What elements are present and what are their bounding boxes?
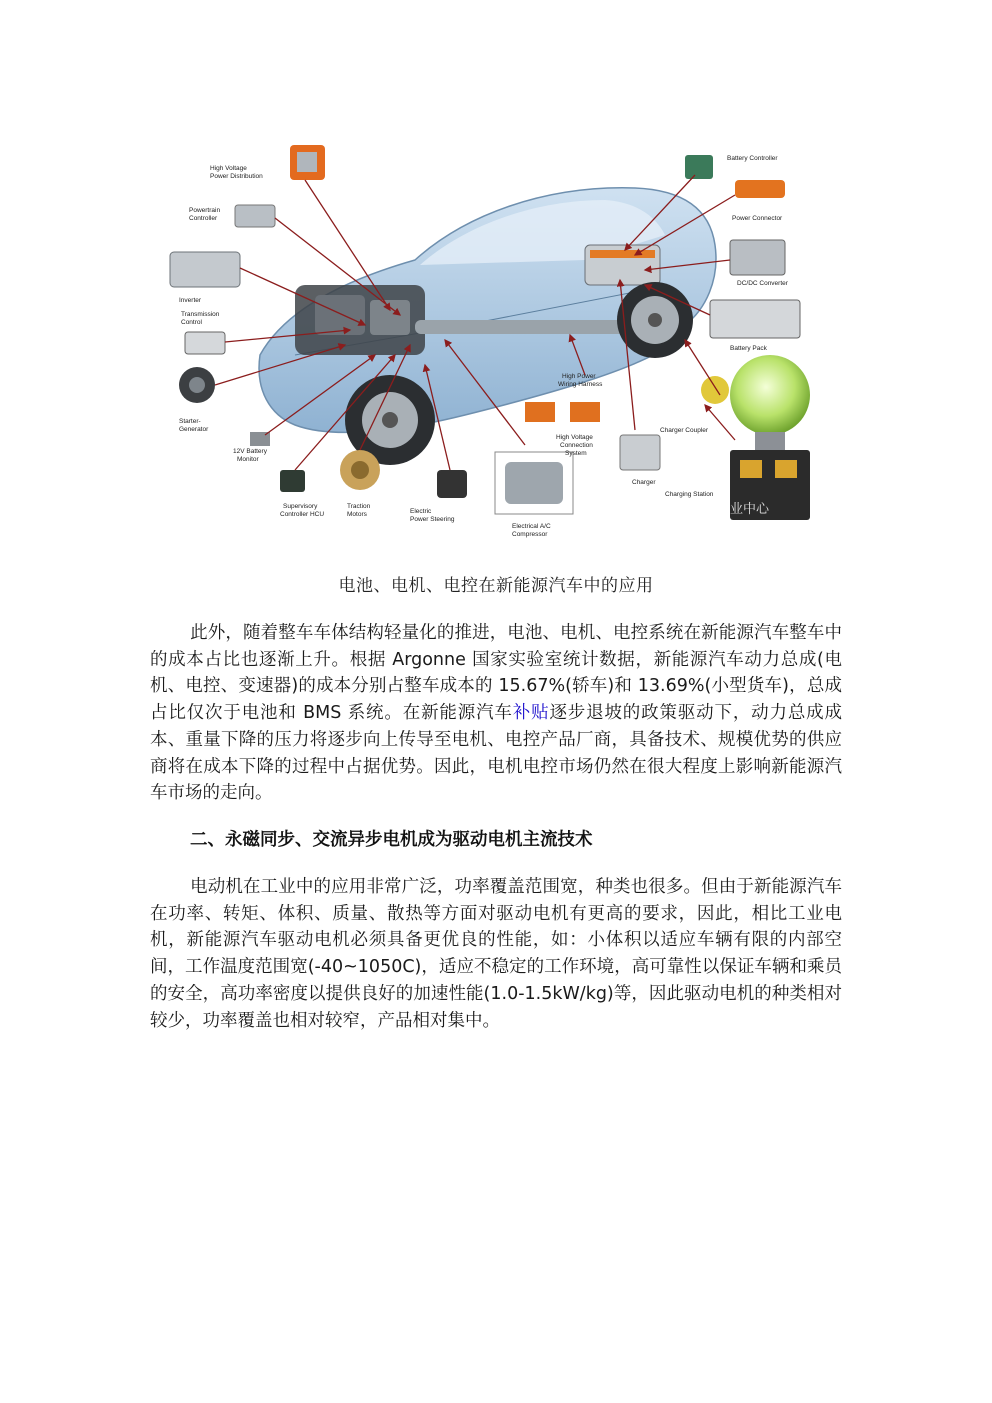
label-powertrain-controller: Powertrain — [189, 207, 221, 214]
label-charger-coupler: Charger Coupler — [660, 427, 709, 434]
figure-caption: 电池、电机、电控在新能源汽车中的应用 — [338, 576, 654, 596]
svg-text:Compressor: Compressor — [512, 531, 548, 538]
ev-components-figure — [165, 140, 815, 550]
svg-text:Supervisory — [283, 503, 318, 510]
svg-text:Starter- — [179, 418, 201, 425]
svg-text:Power Connector — [732, 215, 783, 222]
paragraph-cost-share: 此外，随着整车车体结构轻量化的推进，电池、电机、电控系统在新能源汽车整车中的成本占比也逐渐上升。根据 Argonne 国家实验室统计数据，新能源汽车动力总成(电机、电控、变速器)的成本分别占整车成本的 15.67%(轿车)和 13.69%(小型货车)，总成占比仅次于电池和 BMS 系统。在新能源汽车补贴逐步退坡的政策驱动下，动力总成成本、重量下降的压力将逐步向上传导至电机、电控产品厂商，具备技术、规模优势的供应商将在成本下降的过程中占据优势。因此，电机电控市场仍然在很大程度上影响新能源汽车市场的走向。 — [150, 623, 843, 804]
label-power-connector: Power Connector — [732, 215, 783, 222]
svg-text:Inverter — [179, 297, 202, 304]
svg-text:Power Distribution: Power Distribution — [210, 173, 263, 180]
label-inverter: Inverter — [179, 297, 202, 304]
svg-text:Generator: Generator — [179, 426, 209, 433]
label-hv-connection-system: High Voltage — [556, 434, 593, 441]
label-transmission-control: Transmission — [181, 311, 220, 318]
svg-text:System: System — [565, 450, 587, 457]
svg-text:Motors: Motors — [347, 511, 367, 518]
label-charging-station: Charging Station — [665, 491, 714, 498]
svg-text:Battery Controller — [727, 155, 778, 162]
svg-text:Charger — [632, 479, 656, 486]
label-battery-monitor: 12V Battery — [233, 448, 267, 455]
label-electrical-ac-compressor: Electrical A/C — [512, 523, 551, 530]
svg-text:Electric — [410, 508, 432, 515]
watermark: 中汽创新创业中心 — [665, 502, 770, 517]
label-traction-motors: Traction — [347, 503, 371, 510]
section-heading: 二、永磁同步、交流异步电机成为驱动电机主流技术 — [190, 830, 593, 850]
label-starter-generator: Starter- — [179, 418, 201, 425]
svg-text:Battery Pack — [730, 345, 768, 352]
svg-text:High Voltage — [556, 434, 593, 441]
svg-text:High Power — [562, 373, 596, 380]
label-charger: Charger — [632, 479, 656, 486]
svg-text:High Voltage — [210, 165, 247, 172]
svg-text:Connection: Connection — [560, 442, 593, 449]
label-dcdc-converter: DC/DC Converter — [737, 280, 788, 287]
subsidy-link[interactable]: 补贴 — [512, 703, 550, 724]
label-hv-power-distribution-1: High Voltage — [210, 165, 247, 172]
paragraph-motor-requirements: 电动机在工业中的应用非常广泛，功率覆盖范围宽，种类也很多。但由于新能源汽车在功率、转矩、体积、质量、散热等方面对驱动电机有更高的要求，因此，相比工业电机，新能源汽车驱动电机必须具备更优良的性能，如：小体积以适应车辆有限的内部空间，工作温度范围宽(-40~1050C)，适应不稳定的工作环境，高可靠性以保证车辆和乘员的安全，高功率密度以提供良好的加速性能(1.0-1.5kW/kg)等，因此驱动电机的种类相对较少，功率覆盖也相对较窄，产品相对集中。 — [150, 877, 842, 1031]
label-battery-pack: Battery Pack — [730, 345, 767, 352]
label-supervisory-controller: Supervisory — [283, 503, 318, 510]
svg-text:Control: Control — [181, 319, 202, 326]
svg-text:Transmission — [181, 311, 220, 318]
svg-text:Controller HCU: Controller HCU — [280, 511, 325, 518]
ev-components-diagram — [165, 140, 815, 550]
svg-text:Controller: Controller — [189, 215, 218, 222]
svg-text:Traction — [347, 503, 371, 510]
svg-text:Charging Station — [665, 491, 714, 498]
svg-text:Electrical A/C — [512, 523, 551, 530]
label-high-power-wiring: High Power — [562, 373, 596, 380]
svg-text:Powertrain — [189, 207, 220, 214]
label-electric-power-steering: Electric — [410, 508, 432, 515]
svg-text:Monitor: Monitor — [237, 456, 259, 463]
svg-text:Charger Coupler — [660, 427, 709, 434]
label-battery-controller: Battery Controller — [727, 155, 778, 162]
svg-text:DC/DC Converter — [737, 280, 789, 287]
svg-text:Power Steering: Power Steering — [410, 516, 455, 523]
svg-text:Wiring Harness: Wiring Harness — [558, 381, 603, 388]
svg-text:12V Battery — [233, 448, 268, 455]
